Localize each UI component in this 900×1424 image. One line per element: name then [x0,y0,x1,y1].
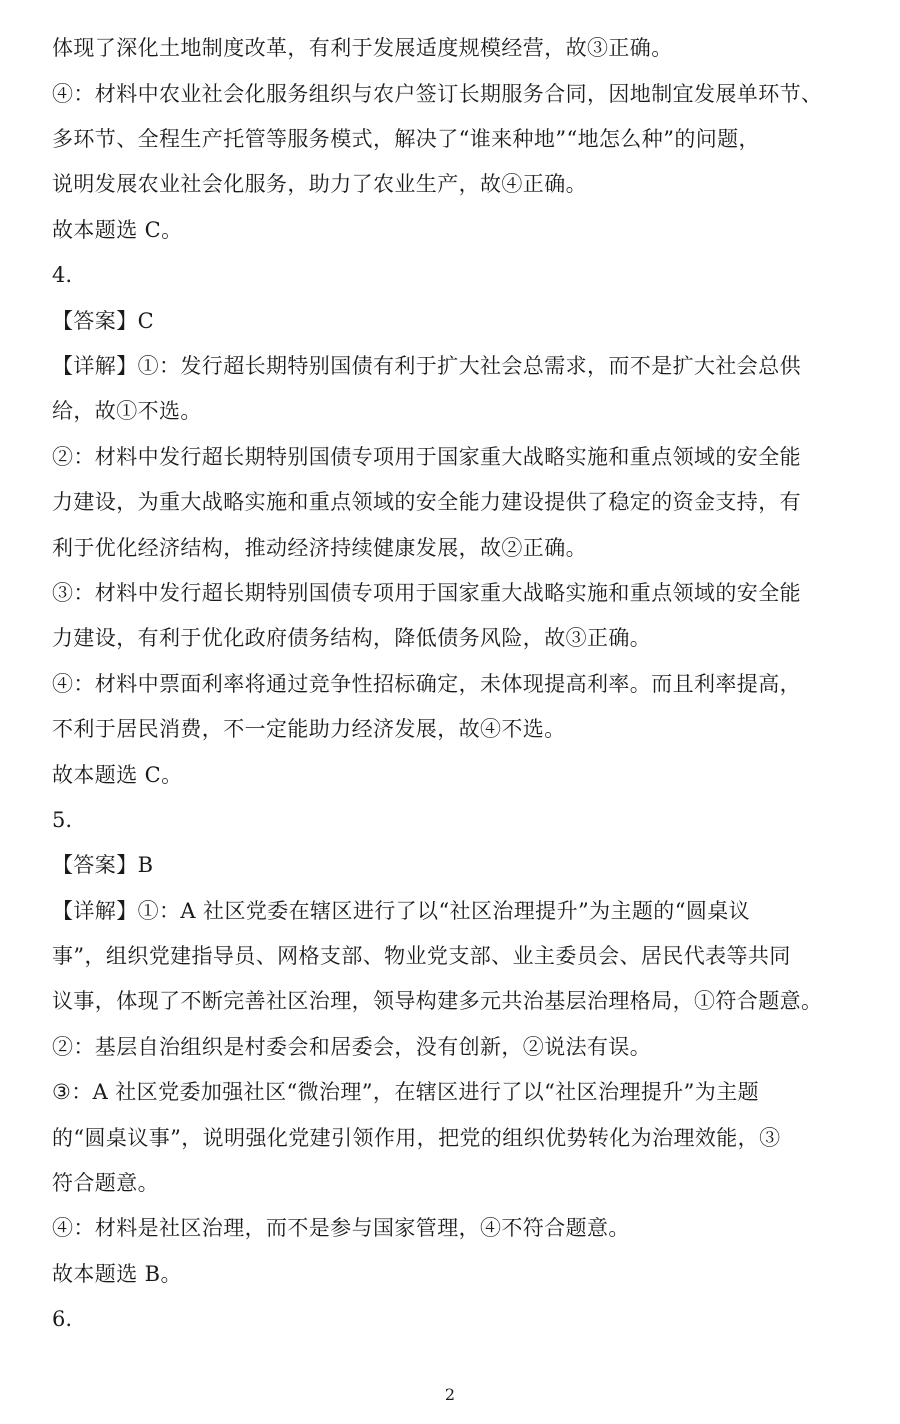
text-line: 故本题选 C。 [52,218,183,242]
text-line: 力建设，有利于优化政府债务结构，降低债务风险，故③正确。 [52,626,652,650]
text-line: 事”，组织党建指导员、网格支部、物业党支部、业主委员会、居民代表等共同 [52,944,791,968]
text-line: ②：基层自治组织是村委会和居委会，没有创新，②说法有误。 [52,1035,652,1059]
question-number: 4. [52,263,73,287]
text-line: 议事，体现了不断完善社区治理，领导构建多元共治基层治理格局，①符合题意。 [52,989,823,1013]
page-number: 2 [444,1385,456,1404]
text-line: 不利于居民消费，不一定能助力经济发展，故④不选。 [52,717,566,741]
text-line: 故本题选 B。 [52,1262,182,1286]
answer-line: 【答案】C [52,309,155,333]
text-line: ④：材料中票面利率将通过竞争性招标确定，未体现提高利率。而且利率提高， [52,672,801,696]
text-line: 的“圆桌议事”，说明强化党建引领作用，把党的组织优势转化为治理效能，③ [52,1126,781,1150]
text-line: 利于优化经济结构，推动经济持续健康发展，故②正确。 [52,536,587,560]
text-line: 体现了深化土地制度改革，有利于发展适度规模经营，故③正确。 [52,36,673,60]
text-line: ②：材料中发行超长期特别国债专项用于国家重大战略实施和重点领域的安全能 [52,445,801,469]
explanation-line: 【详解】①：发行超长期特别国债有利于扩大社会总需求，而不是扩大社会总供 [52,354,801,378]
text-line: 多环节、全程生产托管等服务模式，解决了“谁来种地”“地怎么种”的问题， [52,127,760,151]
text-line: ④：材料中农业社会化服务组织与农户签订长期服务合同，因地制宜发展单环节、 [52,82,823,106]
question-number: 5. [52,808,73,832]
answer-line: 【答案】B [52,853,154,877]
text-line: 说明发展农业社会化服务，助力了农业生产，故④正确。 [52,172,587,196]
text-line: ③：A 社区党委加强社区“微治理”，在辖区进行了以“社区治理提升”为主题 [52,1080,760,1104]
explanation-line: 【详解】①：A 社区党委在辖区进行了以“社区治理提升”为主题的“圆桌议 [52,899,751,923]
text-line: 符合题意。 [52,1171,159,1195]
text-line: ③：材料中发行超长期特别国债专项用于国家重大战略实施和重点领域的安全能 [52,581,801,605]
text-line: 给，故①不选。 [52,399,202,423]
text-line: ④：材料是社区治理，而不是参与国家管理，④不符合题意。 [52,1216,630,1240]
text-line: 力建设，为重大战略实施和重点领域的安全能力建设提供了稳定的资金支持，有 [52,490,801,514]
question-number: 6. [52,1307,73,1331]
text-line: 故本题选 C。 [52,763,183,787]
